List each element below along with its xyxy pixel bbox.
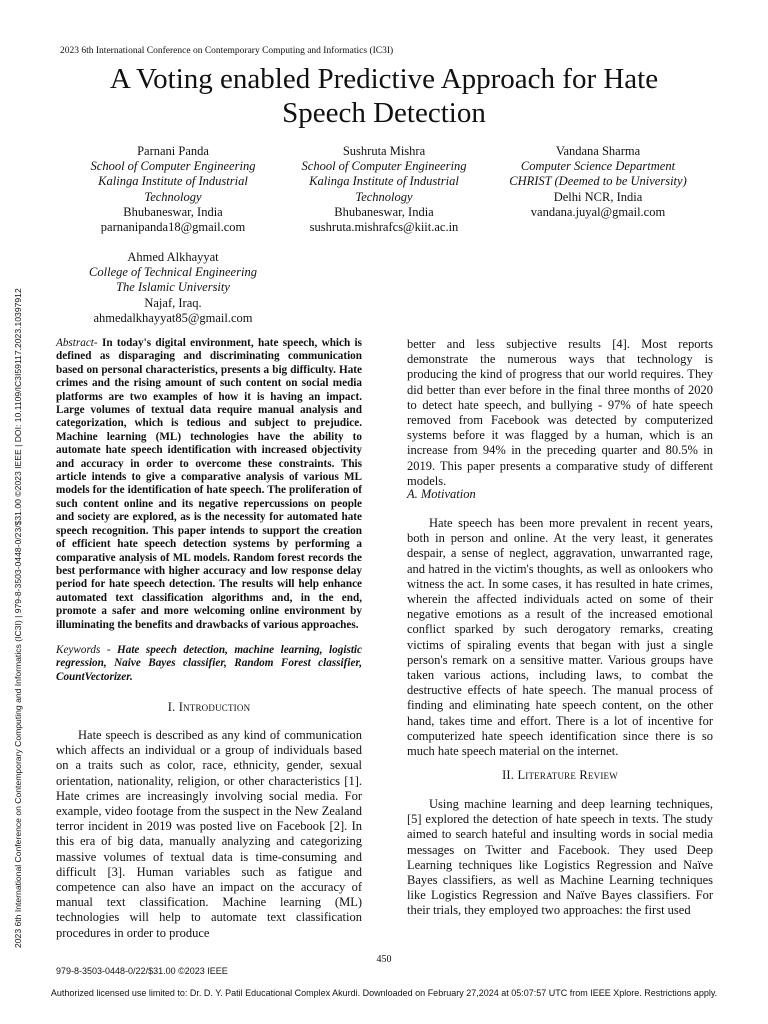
section-heading-introduction: I. Introduction	[167, 700, 251, 714]
author-name: Ahmed Alkhayyat	[127, 250, 219, 264]
author-block	[70, 250, 276, 326]
author-institution: The Islamic University	[116, 280, 230, 295]
author-email: sushruta.mishrafcs@kiit.ac.in	[309, 220, 459, 235]
author-name: Vandana Sharma	[555, 144, 641, 158]
author-institution: Kalinga Institute of Industrial Technology	[98, 174, 248, 204]
side-copyright-notice: 2023 6th International Conference on Contemporary Computing and Informatics (IC3I) | 979-8-3503-0448-0/23/$31.00 ©2023 IEEE | DOI: 10.1109/IC3I59117.2023.10397912	[13, 288, 23, 948]
author-email: vandana.juyal@gmail.com	[530, 204, 666, 219]
motivation-paragraph: Hate speech has been more prevalent in recent years, both in person and online. At the very least, it generates despair, a sense of neglect, aggravation, unwarranted rage, and hatred in the victim's thoughts, as well as onlookers who witness the act. In some cases, it has resulted in hate crimes, wherein the affected individuals acted on some of their negative emotions as a result of the increased emotional conflict sparked by such derogatory remarks, creating victims of spiraling events that began with just a single person's remark on a sensitive matter. Various groups have taken various actions, including laws, to combat the destructive effects of hate speech. The manual process of finding and eliminating hate speech content, on the other hand, takes time and effort. There is a lot of incentive for computerized hate speech identification since there is so much hate speech material on the internet.	[407, 516, 713, 759]
abstract	[56, 337, 362, 632]
author-email: ahmedalkhayyat85@gmail.com	[93, 310, 253, 325]
author-affiliation: School of Computer Engineering	[90, 159, 256, 174]
author-block	[495, 144, 701, 220]
author-affiliation: College of Technical Engineering	[89, 265, 257, 280]
abstract-text: In today's digital environment, hate speech, which is defined as disparaging and discriminating communication based on personal characteristics, presents a big difficulty. Hate crimes and the rising amount of such content on social media platforms are two examples of how it is having an impact. Large volumes of textual data require manual analysis and categorization, which is tedious and subject to prejudice. Machine learning (ML) technologies have the ability to automate hate speech identification with increased objectivity and accuracy in order to overcome these constraints. This article intends to give a comparative analysis of various ML models for the identification of hate speech. The proliferation of such content online and its negative repercussions on people and society are explored, as is the necessity for automated hate speech recognition. This paper intends to support the creation of efficient hate speech detection systems by performing a comparative analysis of ML models. Random forest records the best performance with higher accuracy and low response delay period for hate speech detection. The results will help enhance automated text classification algorithms and, in the end, promote a safer and more welcoming online environment by illuminating the benefits and drawbacks of various approaches.	[56, 337, 362, 631]
keywords	[56, 644, 362, 684]
keywords-text: Hate speech detection, machine learning, logistic regression, Naive Bayes classifier, Random Forest classifier, CountVectorizer.	[56, 644, 362, 683]
section-heading-literature-review: II. Literature Review	[502, 768, 618, 782]
literature-review-paragraph: Using machine learning and deep learning techniques, [5] explored the detection of hate speech in texts. The study aimed to search hateful and insulting words in social media messages on Twitter and Facebook. They used Deep Learning techniques like Logistics Regression and Naïve Bayes classifiers, as well as Machine Learning techniques like Logistics Regression and Naïve Bayes classifiers. For their trials, they employed two approaches: the first used	[407, 797, 713, 918]
license-notice: Authorized licensed use limited to: Dr. D. Y. Patil Educational Complex Akurdi. Downloaded on February 27,2024 at 05:07:57 UTC from IEEE Xplore. Restrictions apply.	[50, 988, 718, 998]
author-location: Bhubaneswar, India	[123, 204, 223, 219]
author-name: Parnani Panda	[137, 144, 209, 158]
author-block	[70, 144, 276, 235]
paper-title: A Voting enabled Predictive Approach for Hate Speech Detection	[109, 63, 659, 129]
author-block	[281, 144, 487, 235]
abstract-label: Abstract-	[56, 337, 98, 349]
author-affiliation: School of Computer Engineering	[301, 159, 467, 174]
author-institution: CHRIST (Deemed to be University)	[509, 174, 687, 189]
author-location: Delhi NCR, India	[553, 189, 643, 204]
author-email: parnanipanda18@gmail.com	[100, 220, 246, 235]
subsection-heading-motivation: A. Motivation	[407, 487, 476, 501]
keywords-label: Keywords -	[56, 644, 111, 656]
page-number: 450	[376, 954, 392, 965]
introduction-paragraph: Hate speech is described as any kind of communication which affects an individual or a group of individuals based on a traits such as color, race, ethnicity, gender, sexual orientation, nationality, religion, or other characteristics [1]. Hate crimes are increasingly involving social media. For example, video footage from the suspect in the New Zealand terror incident in 2019 was posted live on Facebook [2]. In this era of big data, manually analyzing and categorizing massive volumes of textual data is time-consuming and difficult [3]. Human variables such as fatigue and competence can also have an impact on the accuracy of manual text classification. Machine learning (ML) technologies will help to automate text classification procedures in order to produce	[56, 728, 362, 940]
author-affiliation: Computer Science Department	[520, 159, 676, 174]
conference-name: 2023 6th International Conference on Contemporary Computing and Informatics (IC3I)	[60, 46, 394, 56]
author-name: Sushruta Mishra	[342, 144, 426, 158]
author-location: Bhubaneswar, India	[334, 204, 434, 219]
right-column-paragraph: better and less subjective results [4]. Most reports demonstrate the numerous ways that technology is producing the kind of progress that our world requires. They did better than ever before in the final three months of 2020 to detect hate speech, and bullying - 97% of hate speech removed from Facebook was detected by computerized systems before it was flagged by a human, which is an increase from 94% in the preceding quarter and 80.5% in 2019. This paper presents a comparative study of different models.	[407, 337, 713, 488]
author-institution: Kalinga Institute of Industrial Technology	[309, 174, 459, 204]
author-location: Najaf, Iraq.	[144, 295, 202, 310]
isbn-footer: 979-8-3503-0448-0/22/$31.00 ©2023 IEEE	[56, 966, 228, 976]
